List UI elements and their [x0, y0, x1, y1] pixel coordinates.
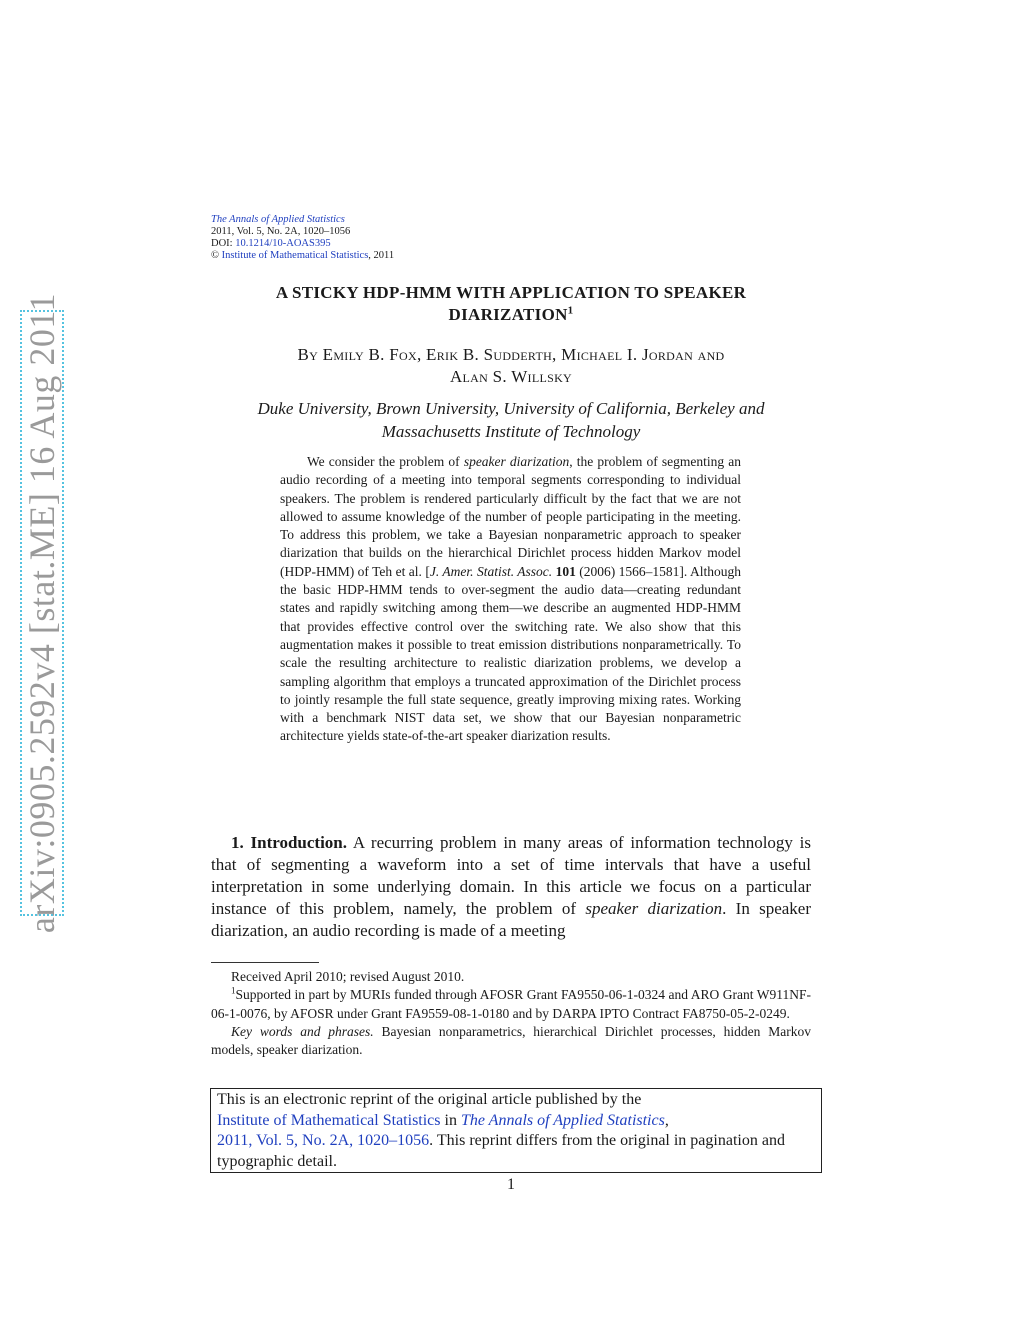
arxiv-id: arXiv:0905.2592v4 [stat.ME] 16 Aug 2011: [22, 292, 62, 934]
footnote-mark: 1: [231, 985, 236, 996]
reprint-text-1: This is an electronic reprint of the original article published by the: [217, 1091, 642, 1108]
abstract: [280, 453, 741, 746]
intro-emphasis: speaker diarization: [585, 899, 723, 918]
affiliations: [211, 397, 811, 443]
introduction-section: [211, 832, 811, 942]
intro-text-2: . In speaker diarization, an audio recording is made of a meeting: [211, 899, 812, 940]
title-line-2: DIARIZATION: [448, 305, 568, 324]
page-number: 1: [507, 1176, 515, 1193]
abstract-citation-journal: J. Amer. Statist. Assoc.: [429, 563, 553, 579]
journal-header: [211, 214, 394, 262]
reprint-comma: ,: [664, 1111, 669, 1129]
affiliation-line-1: Duke University, Brown University, University of California, Berkeley and: [257, 399, 765, 418]
keywords-text: Bayesian nonparametrics, hierarchical Dirichlet processes, hidden Markov models, speaker diarization.: [211, 1023, 811, 1058]
reprint-journal-link[interactable]: The Annals of Applied Statistics: [460, 1111, 665, 1129]
author-list: [211, 344, 811, 388]
doi-label: DOI:: [211, 238, 236, 249]
support-note: [211, 986, 811, 1023]
footnotes: [211, 968, 811, 1059]
affiliation-line-2: Massachusetts Institute of Technology: [381, 422, 641, 441]
received-note: Received April 2010; revised August 2010.: [231, 969, 465, 984]
paper-title: [211, 282, 811, 326]
journal-name-link[interactable]: The Annals of Applied Statistics: [211, 214, 345, 225]
keywords-label: Key words and phrases.: [231, 1023, 374, 1039]
doi-link[interactable]: 10.1214/10-AOAS395: [235, 238, 331, 249]
authors-line-2: Alan S. Willsky: [449, 367, 573, 386]
arxiv-stamp: [20, 292, 64, 934]
copyright-icon: ©: [211, 250, 219, 261]
intro-text-1: A recurring problem in many areas of information technology is that of segmenting a waveform into a set of time intervals that have a useful interpretation in some underlying domain. In this article we focus on a particular instance of this problem, namely, the problem of: [211, 833, 811, 918]
abstract-text-3: (2006) 1566–1581]. Although the basic HDP-HMM tends to over-segment the audio data—creating redundant states and rapidly switching among them—we describe an augmented HDP-HMM that provides effective control over the switching rate. We also show that this augmentation makes it possible to treat emission distributions nonparametrically. To scale the resulting architecture to realistic diarization problems, we develop a sampling algorithm that employs a truncated approximation of the Dirichlet process to jointly resample the full state sequence, greatly improving mixing rates. Working with a benchmark NIST data set, we show that our Bayesian nonparametric architecture yields state-of-the-art speaker diarization results.: [280, 563, 741, 744]
publisher-link[interactable]: Institute of Mathematical Statistics: [221, 250, 369, 261]
reprint-text-2: . This reprint differs from the original in pagination and typographic detail.: [217, 1132, 785, 1170]
section-heading: 1. Introduction.: [231, 833, 348, 852]
keywords-note: [211, 1023, 811, 1060]
title-line-1: A STICKY HDP-HMM WITH APPLICATION TO SPEAKER: [275, 283, 747, 302]
title-footnote-mark[interactable]: 1: [567, 304, 574, 317]
copyright-line: [211, 250, 394, 262]
reprint-in: in: [440, 1111, 461, 1129]
authors-line-1: By Emily B. Fox, Erik B. Sudderth, Michael I. Jordan and: [297, 345, 725, 364]
abstract-text-1: We consider the problem of: [307, 454, 464, 469]
journal-volume: 2011, Vol. 5, No. 2A, 1020–1056: [211, 226, 351, 237]
reprint-publisher-link[interactable]: Institute of Mathematical Statistics: [217, 1111, 441, 1129]
doi-line: [211, 238, 394, 250]
reprint-notice: [210, 1088, 822, 1173]
copyright-year: , 2011: [368, 250, 395, 261]
footnote-divider: [211, 962, 319, 963]
reprint-citation-link[interactable]: 2011, Vol. 5, No. 2A, 1020–1056: [217, 1132, 430, 1149]
abstract-emphasis-1: speaker diarization: [463, 454, 570, 469]
support-text: Supported in part by MURIs funded through AFOSR Grant FA9550-06-1-0324 and ARO Grant W911NF-06-1-0076, by AFOSR under Grant FA9559-08-1-0180 and by DARPA IPTO Contract FA8750-05-2-0249.: [211, 987, 811, 1021]
abstract-text-2: , the problem of segmenting an audio recording of a meeting into temporal segments corresponding to individual speakers. The problem is rendered particularly difficult by the fact that we are not allowed to assume knowledge of the number of people participating in the meeting. To address this problem, we take a Bayesian nonparametric approach to speaker diarization that builds on the hierarchical Dirichlet process hidden Markov model (HDP-HMM) of Teh et al. [: [280, 454, 741, 579]
abstract-citation-volume: 101: [555, 563, 576, 579]
